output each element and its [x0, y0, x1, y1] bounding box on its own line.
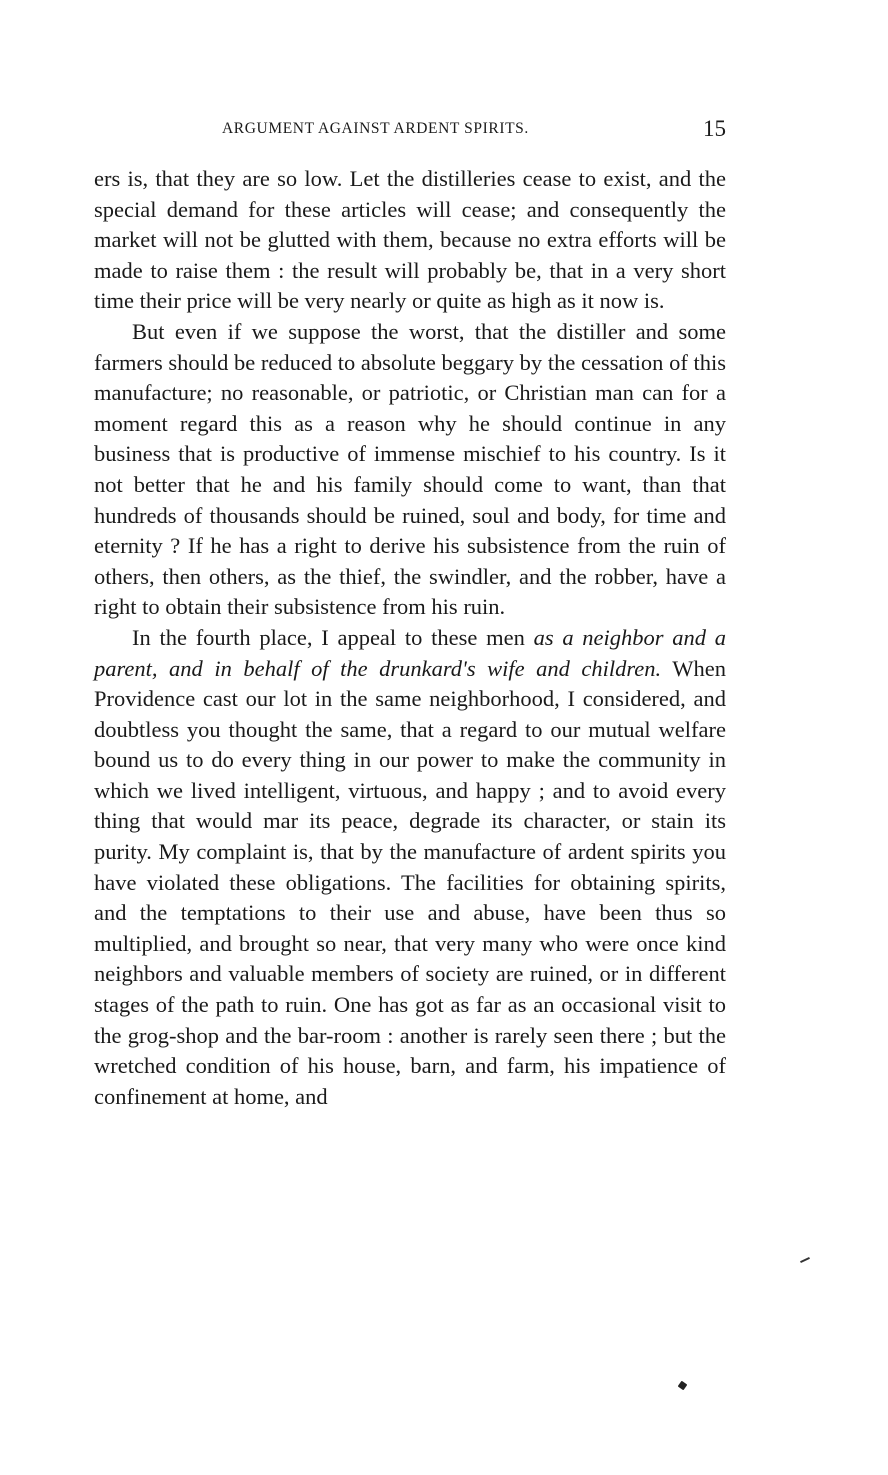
paragraph-3-italic: as a neighbor and a parent, and in behalf of the drunkard's wife and children.: [94, 624, 727, 681]
paragraph-1: ers is, that they are so low. Let the distilleries cease to exist, and the special demand for these articles will cease; and consequently the market will not be glutted with them, because no extra efforts will be made to raise them : the result will probably be, that in a very short time their price will be very nearly or quite as high as it now is.: [94, 166, 726, 314]
running-title: ARGUMENT AGAINST ARDENT SPIRITS.: [222, 120, 529, 137]
page-header: [94, 116, 726, 146]
paragraph-2: But even if we suppose the worst, that the distiller and some farmers should be reduced to absolute beggary by the cessation of this manufacture; no reasonable, or patriotic, or Christian man can for a moment regard this as a reason why he should continue in any business that is productive of immense mischief to his country. Is it not better that he and his family should come to want, than that hundreds of thousands should be ruined, soul and body, for time and eternity ? If he has a right to derive his subsistence from the ruin of others, then others, as the thief, the swindler, and the robber, have a right to obtain their subsistence from his ruin.: [94, 318, 726, 620]
page-number: 15: [703, 116, 726, 141]
paragraph-3: [94, 623, 726, 1113]
paragraph-3-lead: In the fourth place, I appeal to these men: [132, 624, 534, 650]
paragraph-3-rest: When Providence cast our lot in the same neighborhood, I considered, and doubtless you thought the same, that a regard to our mutual welfare bound us to do every thing in our power to make the community in which we lived intelligent, virtuous, and happy ; and to avoid every thing that would mar its peace, degrade its character, or stain its purity. My complaint is, that by the manufacture of ardent spirits you have violated these obligations. The facilities for obtaining spirits, and the temptations to their use and abuse, have been thus so multiplied, and brought so near, that very many who were once kind neighbors and valuable members of society are ruined, or in different stages of the path to ruin. One has got as far as an occasional visit to the grog-shop and the bar-room : another is rarely seen there ; but the wretched condition of his house, barn, and farm, his impatience of confinement at home, and: [94, 655, 726, 1109]
body-text: [94, 164, 726, 1112]
stray-ink-mark: [800, 1257, 810, 1263]
stray-ink-mark: [678, 1381, 688, 1391]
